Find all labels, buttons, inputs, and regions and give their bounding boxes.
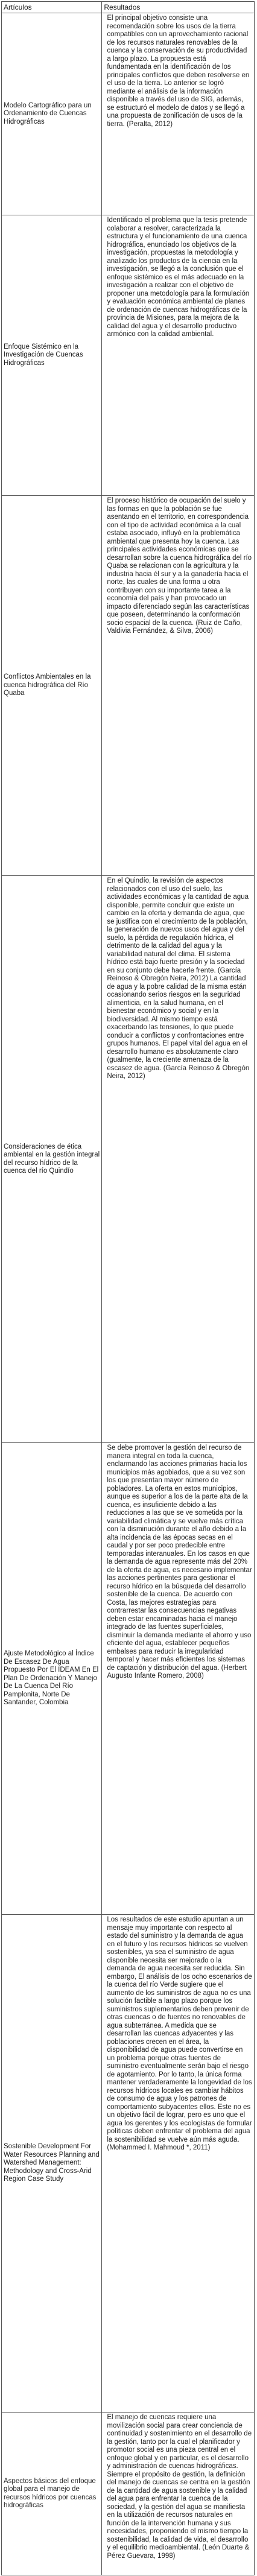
header-articles: Artículos	[2, 2, 102, 13]
article-title: Enfoque Sistémico en la Investigación de Cuencas Hidrográficas	[2, 215, 102, 496]
result-text: Los resultados de este estudio apuntan a un mensaje muy importante con respecto al estado del suministro y la demanda de agua en el futuro y los recursos hídricos se vuelven sostenibles, ya sea el suministro de agua disponible necesita ser mejorado o la demanda de agua necesita ser reducida. Sin embargo, El análisis de los ocho escenarios de la cuenca del río Verde sugiere que el aumento de los suministros de agua no es una solución factible a largo plazo porque los suministros suplementarios deben provenir de otras cuencas o de fuentes no renovables de agua subterránea. A medida que se desarrollan las cuencas adyacentes y las poblaciones crecen en el área, la disponibilidad de agua puede convertirse en un problema porque otras fuentes de suministro eventualmente serán bajo el riesgo de agotamiento. Por lo tanto, la única forma mantener verdaderamente la longevidad de los recursos hídricos locales es cambiar hábitos de consumo de agua y los patrones de comportamiento subyacentes ellos. Este no es un objetivo fácil de lograr, pero es uno que el agua los gerentes y los ecologistas de formular políticas deben enfrentar el problema del agua la sostenibilidad se vuelve aún más aguda. (Mohammed I. Mahmoud *, 2011)	[102, 1915, 255, 2413]
article-title: Ajuste Metodológico al Índice De Escasez De Agua Propuesto Por El IDEAM En El Plan De Ordenación Y Manejo De La Cuenca Del Río Pamplonita, Norte De Santander, Colombia	[2, 1443, 102, 1915]
article-title: Conflictos Ambientales en la cuenca hidrográfica del Río Quaba	[2, 496, 102, 876]
table-body	[2, 13, 255, 2575]
article-title: Consideraciones de ética ambiental en la gestión integral del recurso hídrico de la cuenca del río Quindío	[2, 876, 102, 1443]
result-text: El proceso histórico de ocupación del suelo y las formas en que la población se fue asentando en el territorio, en correspondencia con el tipo de actividad económica a la cual estaba asociado, influyó en la problemática ambiental que presenta hoy la cuenca. Las principales actividades económicas que se desarrollan sobre la cuenca hidrográfica del río Quaba se relacionan con la agricultura y la industria hacia él sur y a la ganadería hacia el norte, las cuales de una forma u otra contribuyen con su importante tarea a la economía del país y han provocado un impacto diferenciado según las características que poseen, determinando la conformación socio espacial de la cuenca. (Ruiz de Caño, Valdivia Fernández, & Silva, 2006)	[102, 496, 255, 876]
table-row	[2, 1443, 255, 1915]
table-row	[2, 496, 255, 876]
articles-results-table	[1, 1, 255, 2575]
result-text: Identificado el problema que la tesis pretende colaborar a resolver, caracterizada la estructura y el funcionamiento de una cuenca hidrográfica, enunciado los objetivos de la investigación, propuestas la metodología y analizado los productos de la ciencia en la investigación, se llegó a la conclusión que el enfoque sistémico es el más adecuado en la investigación a realizar con el objetivo de proponer una metodología para la formulación y evaluación económica ambiental de planes de ordenación de cuencas hidrográficas de la provincia de Misiones, para la mejora de la calidad del agua y el desarrollo productivo armónico con la calidad ambiental.	[102, 215, 255, 496]
header-results: Resultados	[102, 2, 255, 13]
table-row	[2, 215, 255, 496]
article-title: Modelo Cartográfico para un Ordenamiento de Cuencas Hidrográficas	[2, 13, 102, 215]
header-row	[2, 2, 255, 13]
article-title: Aspectos básicos del enfoque global para el manejo de recursos hídricos por cuencas hidrográficas	[2, 2413, 102, 2575]
result-text: El principal objetivo consiste una recomendación sobre los usos de la tierra compatibles con un aprovechamiento racional de los recursos naturales renovables de la cuenca y la conservación de su productividad a largo plazo. La propuesta está fundamentada en la identificación de los principales conflictos que deben resolverse en el uso de la tierra. Lo anterior se logró mediante el análisis de la información disponible a través del uso de SIG, además, se estructuró el modelo de datos y se llegó a una propuesta de zonificación de usos de la tierra. (Peralta, 2012)	[102, 13, 255, 215]
table-header	[2, 2, 255, 13]
table-row	[2, 2413, 255, 2575]
result-text: El manejo de cuencas requiere una movilización social para crear conciencia de continuidad y sostenimiento en el desarrollo de la gestión, tanto por la cual el planificador y promotor social es una pieza central en el enfoque global y en particular, es el desarrollo y administración de cuencas hidrográficas. Siempre el propósito de gestión, la definición del manejo de cuencas se centra en la gestión de la cantidad de agua sostenible y la calidad del agua para enfrentar la cuenca de la sociedad, y la gestión del agua se manifiesta en la utilización de recursos naturales en función de la intervención humana y sus necesidades, proponiendo el mismo tiempo la sostenibilidad, la calidad de vida, el desarrollo y el equilibrio medioambiental. (León Duarte & Pérez Guevara, 1998)	[102, 2413, 255, 2575]
table-row	[2, 13, 255, 215]
result-text: En el Quindío, la revisión de aspectos relacionados con el uso del suelo, las actividades económicas y la cantidad de agua disponible, permite concluir que existe un cambio en la oferta y demanda de agua, que se justifica con el crecimiento de la población, la generación de nuevos usos del agua y del suelo, la pérdida de regulación hídrica, el detrimento de la calidad del agua y la variabilidad natural del clima. El sistema hídrico está bajo fuerte presión y la sociedad en su conjunto debe hacerle frente. (García Reinoso & Obregón Neira, 2012) La cantidad de agua y la pobre calidad de la misma están ocasionando serios riesgos en la seguridad alimenticia, en la salud humana, en el bienestar económico y social y en la biodiversidad. Al mismo tiempo está exacerbando las tensiones, lo que puede conducir a conflictos y confrontaciones entre grupos humanos. El papel vital del agua en el desarrollo humano es absolutamente claro (gualmente, la creciente amenaza de la escasez de agua. (García Reinoso & Obregón Neira, 2012)	[102, 876, 255, 1443]
table-row	[2, 876, 255, 1443]
result-text: Se debe promover la gestión del recurso de manera integral en toda la cuenca, enclarmando las acciones primarias hacia los municipios más agobiados, que a su vez son los que presentan mayor número de pobladores. La oferta en estos municipios, aunque es superior a los de la parte alta de la cuenca, es insuficiente debido a las reducciones a las que se ve sometida por la variabilidad climática y se vuelve más crítica con la disminución durante el año debido a la alta incidencia de las épocas secas en el caudal y por ser poco predecible entre temporadas interanuales. En los casos en que la demanda de agua represente más del 20% de la oferta de agua, es necesario implementar las acciones pertinentes para gestionar el recurso hídrico en la búsqueda del desarrollo sostenible de la cuenca. De acuerdo con Costa, las mejores estrategias para contrarrestar las consecuencias negativas deben estar encaminadas hacia el manejo integrado de las fuentes superficiales, disminuir la demanda mediante el ahorro y uso eficiente del agua, establecer pequeños embalses para reducir la irregularidad temporal y hacer más eficientes los sistemas de captación y distribución del agua. (Herbert Augusto Infante Romero, 2008)	[102, 1443, 255, 1915]
table-row	[2, 1915, 255, 2413]
article-title: Sostenible Development For Water Resources Planning and Watershed Management: Methodology and Cross-Arid Region Case Study	[2, 1915, 102, 2413]
